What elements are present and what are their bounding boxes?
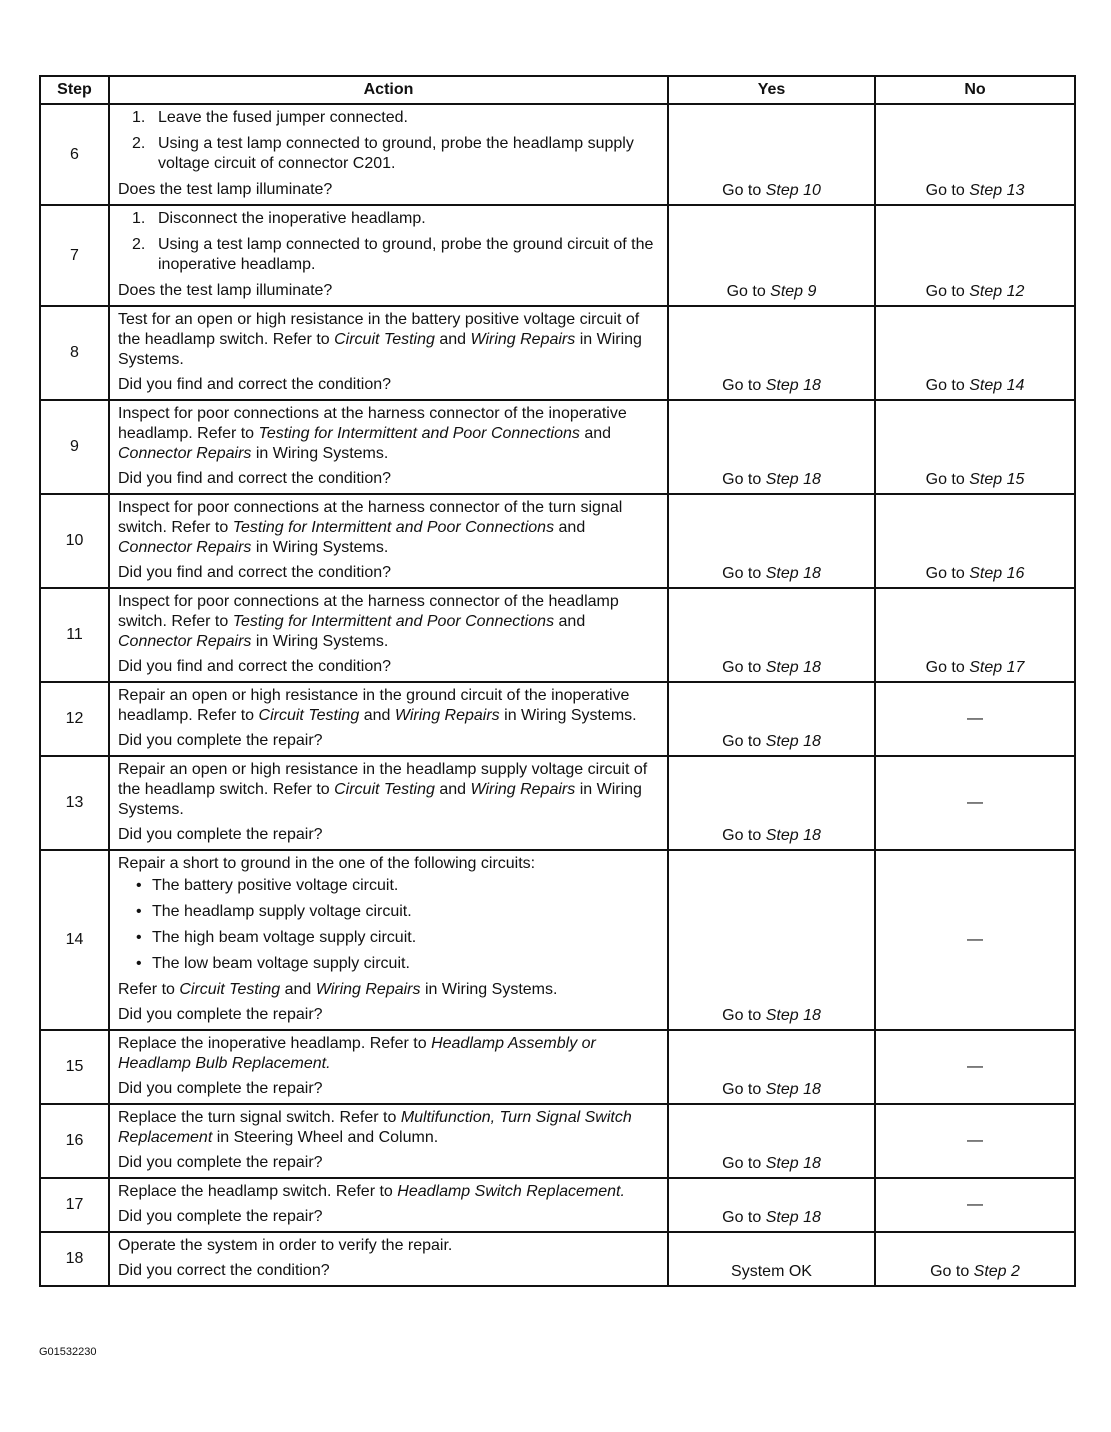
- action-text: and: [554, 519, 586, 536]
- action-text: Repair a short to ground in the one of the following circuits:: [118, 855, 536, 872]
- action-cell: [109, 494, 668, 588]
- no-result: [875, 306, 1075, 400]
- table-row: [40, 756, 1075, 850]
- goto-text: Go to: [930, 1263, 974, 1280]
- diagnostic-table: [39, 75, 1076, 1287]
- result-text: —: [967, 1132, 983, 1149]
- step-reference: Step 18: [765, 377, 821, 394]
- result-text: —: [967, 794, 983, 811]
- action-text: Replace the turn signal switch. Refer to: [118, 1109, 401, 1126]
- action-paragraph: [118, 1236, 659, 1256]
- no-result: [875, 588, 1075, 682]
- question-text: Did you complete the repair?: [118, 1208, 323, 1225]
- step-number: 18: [40, 1232, 109, 1286]
- reference-text: Testing for Intermittent and Poor Connections: [232, 519, 555, 536]
- list-item: [132, 235, 659, 275]
- step-reference: Step 12: [969, 283, 1025, 300]
- action-text: and: [434, 781, 471, 798]
- action-text: in Steering Wheel and Column.: [212, 1129, 439, 1146]
- no-result: [875, 850, 1075, 1030]
- no-column-header: No: [875, 76, 1075, 104]
- yes-result: [668, 1104, 875, 1178]
- reference-text: Connector Repairs: [118, 445, 252, 462]
- step-reference: Step 13: [969, 182, 1025, 199]
- result-text: —: [967, 1196, 983, 1213]
- action-paragraph: [118, 1034, 659, 1074]
- action-text: Inspect for poor connections at the harness connector of the turn signal switch. Refer to: [118, 499, 623, 536]
- bullet-list: [118, 876, 659, 974]
- goto-text: Go to: [722, 659, 766, 676]
- numbered-list: [118, 108, 659, 174]
- no-result: [875, 1104, 1075, 1178]
- yes-result: [668, 306, 875, 400]
- table-row: [40, 1178, 1075, 1232]
- list-text: Using a test lamp connected to ground, probe the ground circuit of the inoperative headlamp.: [158, 236, 654, 273]
- step-reference: Step 18: [765, 659, 821, 676]
- step-reference: Step 9: [770, 283, 817, 300]
- no-result: [875, 400, 1075, 494]
- action-text: and: [554, 613, 586, 630]
- step-number: 17: [40, 1178, 109, 1232]
- list-text: Using a test lamp connected to ground, probe the headlamp supply voltage circuit of connector C201.: [158, 135, 634, 172]
- action-text: Inspect for poor connections at the harness connector of the headlamp switch. Refer to: [118, 593, 619, 630]
- action-text: and: [579, 425, 612, 442]
- result-text: System OK: [731, 1263, 812, 1280]
- question-text: Did you correct the condition?: [118, 1262, 330, 1279]
- list-number: 2.: [132, 135, 146, 152]
- goto-text: Go to: [925, 182, 970, 199]
- goto-text: Go to: [722, 182, 766, 199]
- list-number: 1.: [132, 210, 146, 227]
- yes-result: [668, 1178, 875, 1232]
- table-row: [40, 1232, 1075, 1286]
- yes-column-header: Yes: [668, 76, 875, 104]
- goto-text: Go to: [722, 565, 766, 582]
- reference-text: Wiring Repairs: [315, 981, 421, 998]
- step-number: 16: [40, 1104, 109, 1178]
- reference-text: Connector Repairs: [118, 539, 252, 556]
- action-text: in Wiring Systems.: [251, 445, 389, 462]
- step-number: 15: [40, 1030, 109, 1104]
- list-item: [132, 134, 659, 174]
- action-paragraph: [118, 980, 659, 1000]
- step-reference: Step 17: [969, 659, 1025, 676]
- step-number: 14: [40, 850, 109, 1030]
- question-text: Does the test lamp illuminate?: [118, 181, 333, 198]
- question-text: Does the test lamp illuminate?: [118, 282, 333, 299]
- step-reference: Step 18: [765, 1209, 821, 1226]
- question-text: Did you complete the repair?: [118, 732, 323, 749]
- action-cell: [109, 205, 668, 306]
- table-row: [40, 205, 1075, 306]
- goto-text: Go to: [722, 471, 766, 488]
- action-cell: [109, 400, 668, 494]
- list-number: 1.: [132, 109, 146, 126]
- goto-text: Go to: [925, 659, 970, 676]
- yes-result: [668, 494, 875, 588]
- reference-text: Headlamp Switch Replacement.: [397, 1183, 625, 1200]
- action-column-header: Action: [109, 76, 668, 104]
- action-paragraph: [118, 1108, 659, 1148]
- action-cell: [109, 1232, 668, 1286]
- list-text: Leave the fused jumper connected.: [158, 109, 408, 126]
- action-cell: [109, 850, 668, 1030]
- action-text: Operate the system in order to verify the repair.: [118, 1237, 453, 1254]
- reference-text: Circuit Testing: [179, 981, 281, 998]
- step-reference: Step 16: [969, 565, 1025, 582]
- step-reference: Step 18: [765, 1081, 821, 1098]
- list-item: [132, 209, 659, 229]
- goto-text: Go to: [722, 827, 766, 844]
- goto-text: Go to: [925, 283, 970, 300]
- list-number: 2.: [132, 236, 146, 253]
- table-row: [40, 400, 1075, 494]
- question-text: Did you complete the repair?: [118, 1006, 323, 1023]
- action-paragraph: [118, 686, 659, 726]
- table-row: [40, 850, 1075, 1030]
- reference-text: Testing for Intermittent and Poor Connections: [232, 613, 555, 630]
- question-text: Did you complete the repair?: [118, 826, 323, 843]
- step-number: 10: [40, 494, 109, 588]
- action-text: in Wiring Systems.: [251, 633, 389, 650]
- table-row: [40, 306, 1075, 400]
- step-number: 7: [40, 205, 109, 306]
- step-reference: Step 18: [765, 733, 821, 750]
- action-cell: [109, 1104, 668, 1178]
- result-text: —: [967, 931, 983, 948]
- goto-text: Go to: [726, 283, 771, 300]
- goto-text: Go to: [722, 1209, 766, 1226]
- step-number: 9: [40, 400, 109, 494]
- reference-text: Wiring Repairs: [470, 781, 576, 798]
- action-text: in Wiring Systems.: [499, 707, 637, 724]
- no-result: [875, 756, 1075, 850]
- yes-result: [668, 682, 875, 756]
- action-paragraph: [118, 1182, 659, 1202]
- action-text: Refer to: [118, 981, 180, 998]
- action-text: in Wiring Systems.: [118, 331, 642, 368]
- goto-text: Go to: [722, 1081, 766, 1098]
- action-paragraph: [118, 760, 659, 820]
- reference-text: Connector Repairs: [118, 633, 252, 650]
- yes-result: [668, 756, 875, 850]
- no-result: [875, 682, 1075, 756]
- yes-result: [668, 850, 875, 1030]
- action-paragraph: [118, 310, 659, 370]
- goto-text: Go to: [722, 1007, 766, 1024]
- goto-text: Go to: [925, 377, 970, 394]
- action-text: in Wiring Systems.: [420, 981, 558, 998]
- action-text: Repair an open or high resistance in the headlamp supply voltage circuit of the headlamp switch. Refer to: [118, 761, 648, 798]
- yes-result: [668, 400, 875, 494]
- no-result: [875, 205, 1075, 306]
- no-result: [875, 1232, 1075, 1286]
- step-number: 13: [40, 756, 109, 850]
- list-item: [132, 108, 659, 128]
- goto-text: Go to: [722, 377, 766, 394]
- action-text: Replace the inoperative headlamp. Refer to: [118, 1035, 432, 1052]
- action-cell: [109, 588, 668, 682]
- step-reference: Step 10: [765, 182, 821, 199]
- table-row: [40, 682, 1075, 756]
- step-reference: Step 2: [973, 1263, 1020, 1280]
- no-result: [875, 494, 1075, 588]
- yes-result: [668, 205, 875, 306]
- action-cell: [109, 1178, 668, 1232]
- bullet-item: • The headlamp supply voltage circuit.: [118, 902, 659, 922]
- step-reference: Step 18: [765, 827, 821, 844]
- reference-text: Circuit Testing: [334, 331, 435, 348]
- step-reference: Step 14: [969, 377, 1025, 394]
- action-cell: [109, 306, 668, 400]
- action-paragraph: [118, 854, 659, 874]
- table-row: [40, 1030, 1075, 1104]
- result-text: —: [967, 710, 983, 727]
- step-number: 12: [40, 682, 109, 756]
- reference-text: Headlamp Assembly or Headlamp Bulb Replacement.: [118, 1035, 596, 1072]
- table-row: [40, 494, 1075, 588]
- action-cell: [109, 1030, 668, 1104]
- no-result: [875, 1030, 1075, 1104]
- question-text: Did you complete the repair?: [118, 1080, 323, 1097]
- reference-text: Circuit Testing: [334, 781, 435, 798]
- reference-text: Circuit Testing: [258, 707, 360, 724]
- action-text: Inspect for poor connections at the harness connector of the inoperative headlamp. Refer to: [118, 405, 627, 442]
- table-row: [40, 588, 1075, 682]
- reference-text: Wiring Repairs: [394, 707, 500, 724]
- numbered-list: [118, 209, 659, 275]
- yes-result: [668, 588, 875, 682]
- action-text: and: [359, 707, 395, 724]
- step-reference: Step 15: [969, 471, 1025, 488]
- action-paragraph: [118, 404, 659, 464]
- step-column-header: Step: [40, 76, 109, 104]
- goto-text: Go to: [925, 471, 970, 488]
- table-header-row: [40, 76, 1075, 104]
- list-text: Disconnect the inoperative headlamp.: [158, 210, 426, 227]
- action-paragraph: [118, 498, 659, 558]
- step-number: 11: [40, 588, 109, 682]
- reference-text: Multifunction, Turn Signal Switch Replacement: [118, 1109, 632, 1146]
- table-row: [40, 104, 1075, 205]
- action-cell: [109, 756, 668, 850]
- yes-result: [668, 1232, 875, 1286]
- action-text: in Wiring Systems.: [118, 781, 642, 818]
- action-text: in Wiring Systems.: [251, 539, 389, 556]
- goto-text: Go to: [722, 1155, 766, 1172]
- no-result: [875, 104, 1075, 205]
- yes-result: [668, 1030, 875, 1104]
- reference-text: Testing for Intermittent and Poor Connections: [258, 425, 580, 442]
- step-reference: Step 18: [765, 1155, 821, 1172]
- bullet-item: • The battery positive voltage circuit.: [118, 876, 659, 896]
- question-text: Did you find and correct the condition?: [118, 658, 392, 675]
- goto-text: Go to: [722, 733, 766, 750]
- step-reference: Step 18: [765, 565, 821, 582]
- question-text: Did you find and correct the condition?: [118, 376, 392, 393]
- goto-text: Go to: [925, 565, 970, 582]
- action-cell: [109, 682, 668, 756]
- figure-id: G01532230: [39, 1346, 97, 1358]
- bullet-item: • The low beam voltage supply circuit.: [118, 954, 659, 974]
- table-body: [40, 104, 1075, 1286]
- question-text: Did you complete the repair?: [118, 1154, 323, 1171]
- action-text: Replace the headlamp switch. Refer to: [118, 1183, 398, 1200]
- action-text: Repair an open or high resistance in the ground circuit of the inoperative headlamp. Refer to: [118, 687, 630, 724]
- table-row: [40, 1104, 1075, 1178]
- yes-result: [668, 104, 875, 205]
- reference-text: Wiring Repairs: [470, 331, 576, 348]
- action-text: and: [434, 331, 471, 348]
- no-result: [875, 1178, 1075, 1232]
- question-text: Did you find and correct the condition?: [118, 470, 392, 487]
- step-number: 8: [40, 306, 109, 400]
- action-text: Test for an open or high resistance in the battery positive voltage circuit of the headlamp switch. Refer to: [118, 311, 640, 348]
- question-text: Did you find and correct the condition?: [118, 564, 392, 581]
- step-reference: Step 18: [765, 471, 821, 488]
- result-text: —: [967, 1058, 983, 1075]
- bullet-item: • The high beam voltage supply circuit.: [118, 928, 659, 948]
- action-paragraph: [118, 592, 659, 652]
- step-number: 6: [40, 104, 109, 205]
- action-text: and: [280, 981, 316, 998]
- action-cell: [109, 104, 668, 205]
- step-reference: Step 18: [765, 1007, 821, 1024]
